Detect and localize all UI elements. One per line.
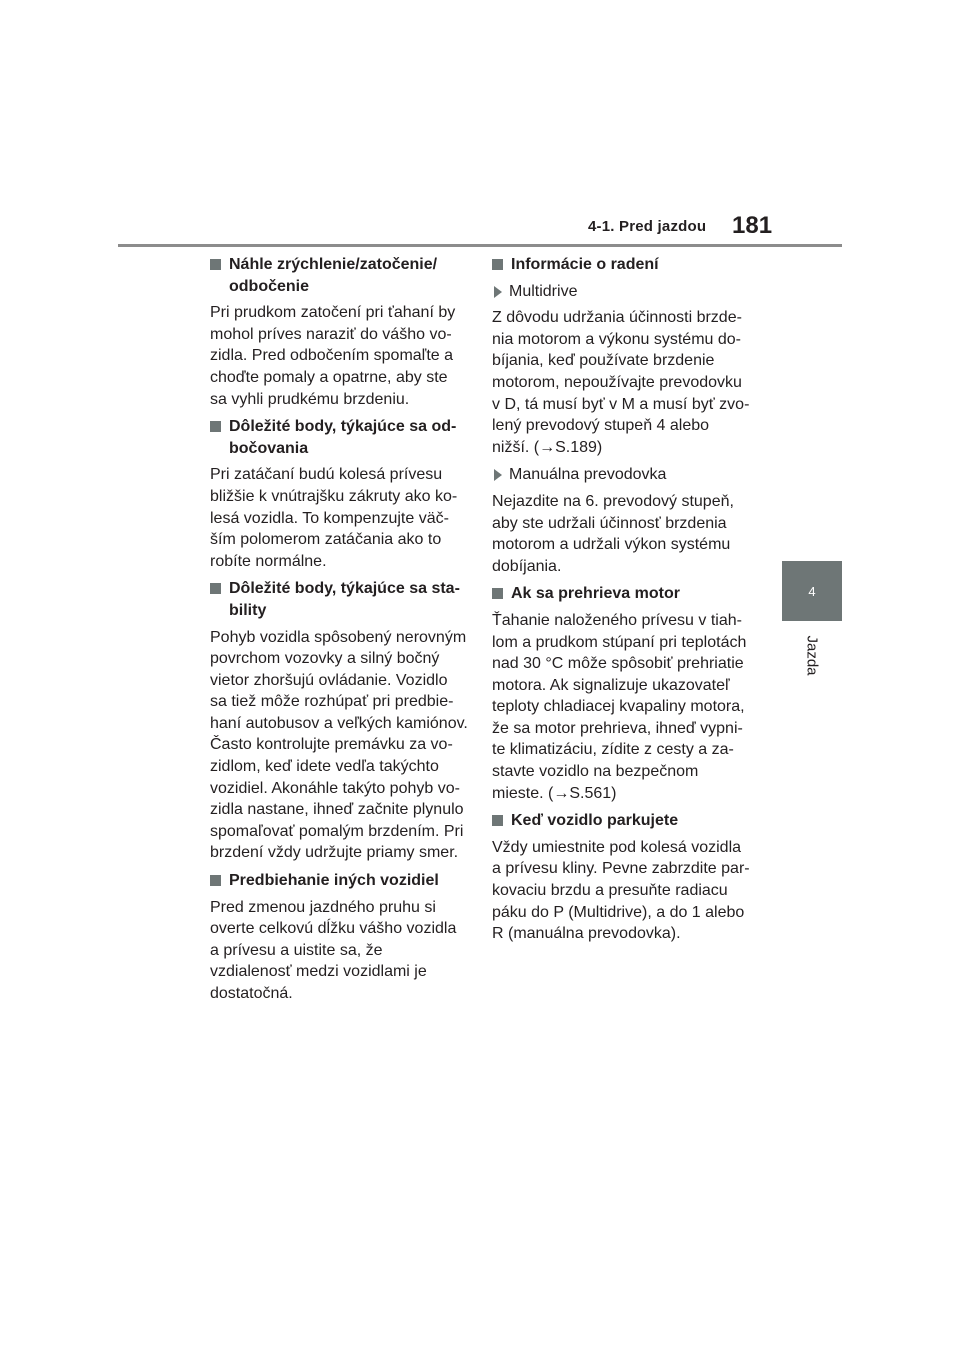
triangle-bullet-icon: [494, 469, 502, 481]
chapter-number: 4: [808, 583, 816, 599]
section-heading: [210, 870, 468, 892]
section-heading: [210, 578, 468, 621]
header-divider: [118, 244, 842, 247]
chapter-tab: [782, 561, 842, 621]
heading-text: Dôležité body, týkajúce sa sta- bility: [229, 580, 460, 619]
body-paragraph: Pri prudkom zatočení pri ťahaní by mohol príves naraziť do vášho vo- zidla. Pred odbočením spomaľte a choďte pomaly a opatrne, aby ste sa vyhli prudkému brzdeniu.: [210, 304, 456, 408]
left-column: [210, 254, 468, 1011]
heading-text: Dôležité body, týkajúce sa od- bočovania: [229, 418, 457, 457]
running-header-section: 4-1. Pred jazdou: [588, 218, 707, 235]
section-heading: [492, 583, 750, 605]
section-heading: [210, 416, 468, 459]
heading-text: Predbiehanie iných vozidiel: [229, 872, 439, 890]
square-bullet-icon: [492, 815, 503, 826]
section-heading: [210, 254, 468, 297]
heading-text: Informácie o radení: [511, 256, 659, 273]
body-paragraph: Vždy umiestnite pod kolesá vozidla a prívesu kliny. Pevne zabrzdite par- kovaciu brzdu a presuňte radiacu páku do P (Multidrive), a do 1 alebo R (manuálna prevodovka).: [492, 838, 750, 943]
body-paragraph: Pred zmenou jazdného pruhu si overte celkovú dĺžku vášho vozidla a prívesu a uistite sa, že vzdialenosť medzi vozidlami je dostatočná.: [210, 898, 457, 1002]
sub-heading: [492, 464, 750, 486]
chapter-side-label: [786, 630, 838, 680]
heading-text: Náhle zrýchlenie/zatočenie/ odbočenie: [229, 256, 438, 295]
square-bullet-icon: [210, 583, 221, 594]
body-paragraph: Nejazdite na 6. prevodový stupeň, aby ste udržali účinnosť brzdenia motorom a udržali výkon systému dobíjania.: [492, 492, 734, 575]
sub-heading-text: Manuálna prevodovka: [509, 466, 667, 484]
triangle-bullet-icon: [494, 286, 502, 298]
sub-heading-text: Multidrive: [509, 282, 578, 300]
body-paragraph: Pri zatáčaní budú kolesá prívesu bližšie k vnútrajšku zákruty ako ko- lesá vozidla. To kompenzujte väč- ším polomerom zatáčania ako to robíte normálne.: [210, 466, 458, 570]
heading-text: Ak sa prehrieva motor: [511, 585, 680, 603]
body-paragraph: Ťahanie naloženého prívesu v tiah- lom a prudkom stúpaní pri teplotách nad 30 °C môže spôsobiť prehriatie motora. Ak signalizuje ukazovateľ teploty chladiacej kvapaliny motora, že sa motor prehrieva, ihneď vypni- te klimatizáciu, zídite z cesty a za- stavte vozidlo na bezpečnom mieste. (→S.561): [492, 611, 747, 802]
section-heading: [492, 810, 750, 832]
right-column: [492, 254, 750, 951]
chapter-title: Jazda: [803, 634, 821, 676]
sub-heading: [492, 281, 750, 303]
body-paragraph: Pohyb vozidla spôsobený nerovným povrchom vozovky a silný bočný vietor zhoršujú ovládanie. Vozidlo sa tiež môže rozhúpať pri predbie- haní autobusov a veľkých kamiónov. Často kontrolujte premávku za vo- zidlom, keď idete vedľa takýchto vozidiel. Akonáhle takýto pohyb vo- zidla nastane, ihneď začnite plynulo spomaľovať pomalým brzdením. Pri brzdení vždy udržujte priamy smer.: [210, 628, 468, 862]
page-number: 181: [732, 212, 773, 239]
square-bullet-icon: [492, 259, 503, 270]
body-paragraph: Z dôvodu udržania účinnosti brzde- nia motorom a výkonu systému do- bíjania, keď používate brzdenie motorom, nepoužívajte prevodovku v D, tá musí byť v M a musí byť zvo- lený prevodový stupeň 4 alebo nižší. (→S.189): [492, 309, 750, 456]
heading-text: Keď vozidlo parkujete: [511, 812, 679, 830]
section-heading: [492, 254, 750, 276]
square-bullet-icon: [210, 259, 221, 270]
square-bullet-icon: [210, 875, 221, 886]
square-bullet-icon: [210, 421, 221, 432]
square-bullet-icon: [492, 588, 503, 599]
